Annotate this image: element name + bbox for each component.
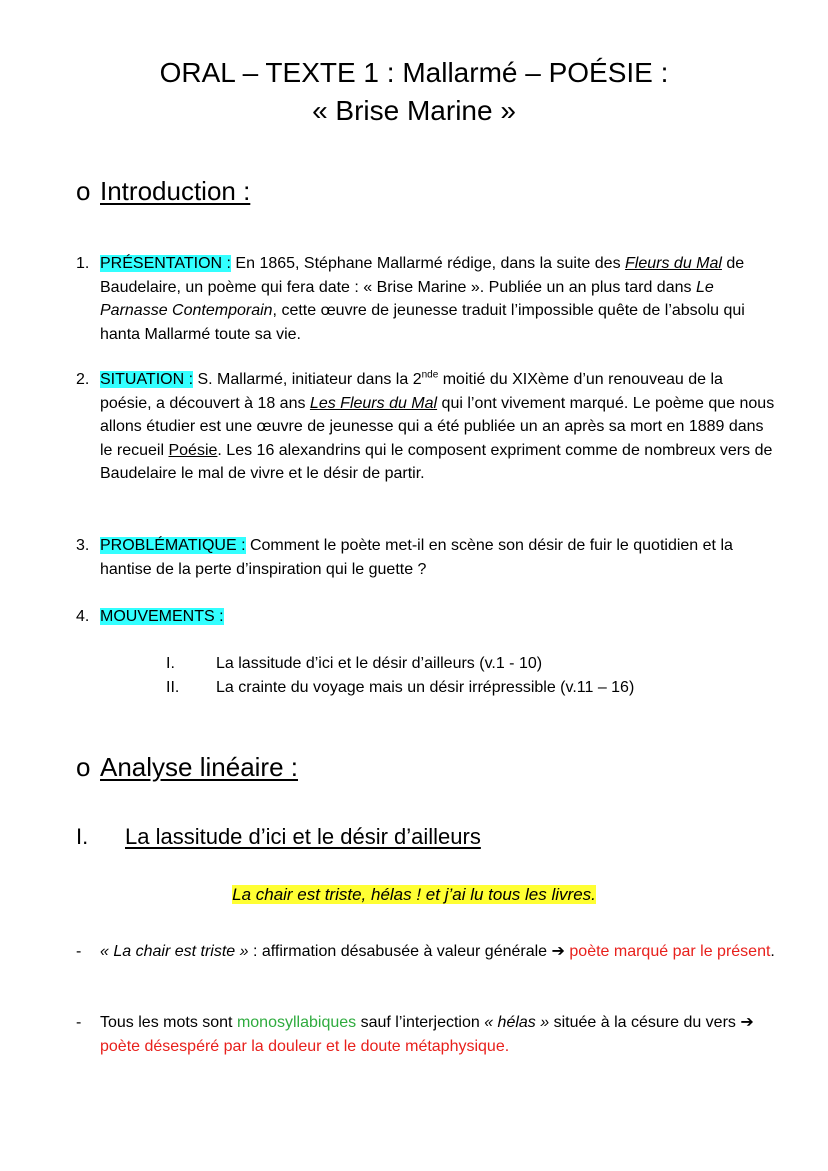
intro-item-problematique	[76, 534, 776, 581]
analysis-point	[76, 1011, 776, 1058]
arrow-icon: ➔	[740, 1014, 754, 1031]
part-number: I.	[76, 824, 89, 849]
point-text: située à la césure du vers	[549, 1014, 741, 1031]
point-text: .	[770, 943, 775, 960]
item-text: Comment le poète met-il en scène son désir de fuir le quotidien et la hantise de la perte d’inspiration qui le guette ?	[100, 537, 733, 578]
item-number: 2.	[76, 371, 90, 388]
movement-number: II.	[166, 679, 180, 696]
item-label: PROBLÉMATIQUE :	[100, 537, 246, 554]
interpretation-text: poète marqué par le présent	[569, 943, 771, 960]
book-title: Le Parnasse Contemporain	[100, 278, 714, 319]
part-heading	[76, 822, 481, 852]
point-text: : affirmation désabusée à valeur générale	[248, 943, 552, 960]
quote-text: La chair est triste, hélas ! et j’ai lu tous les livres.	[232, 885, 596, 904]
superscript: nde	[421, 369, 439, 381]
analysis-heading	[76, 750, 298, 784]
item-text: moitié du XIXème d’un renouveau de la poésie, a découvert à 18 ans	[100, 371, 723, 412]
movement-item	[166, 676, 766, 699]
verse-quote	[0, 883, 828, 907]
item-text: , cette œuvre de jeunesse traduit l’impossible quête de l’absolu qui hanta Mallarmé toute sa vie.	[100, 302, 745, 343]
movement-text: La crainte du voyage mais un désir irrépressible (v.11 – 16)	[216, 679, 635, 696]
part-title: La lassitude d’ici et le désir d’ailleurs	[125, 824, 481, 849]
arrow-icon: ➔	[551, 943, 565, 960]
item-text: S. Mallarmé, initiateur dans la 2	[193, 371, 422, 388]
item-label: MOUVEMENTS :	[100, 608, 224, 625]
movement-text: La lassitude d’ici et le désir d’ailleurs (v.1 - 10)	[216, 655, 543, 672]
document-title-line-1: ORAL – TEXTE 1 : Mallarmé – POÉSIE :	[159, 57, 669, 88]
item-number: 1.	[76, 255, 90, 272]
citation: « hélas »	[484, 1014, 550, 1031]
keyword: monosyllabiques	[236, 1014, 357, 1031]
document-title-line-2: « Brise Marine »	[312, 95, 516, 126]
book-title: Poésie	[168, 441, 218, 459]
point-text: Tous les mots sont	[100, 1014, 237, 1031]
introduction-heading-text: Introduction :	[100, 176, 251, 206]
movement-item	[166, 652, 766, 675]
item-text: En 1865, Stéphane Mallarmé rédige, dans la suite des	[230, 255, 626, 272]
intro-item-situation	[76, 368, 776, 486]
item-text: de Baudelaire, un poème qui fera date : « Brise Marine ». Publiée un an plus tard dans	[100, 255, 745, 296]
interpretation-text: poète désespéré par la douleur et le doute métaphysique.	[100, 1037, 510, 1055]
circle-bullet-icon: o	[76, 752, 91, 782]
book-title: Les Fleurs du Mal	[309, 394, 438, 412]
citation: « La chair est triste »	[100, 943, 249, 960]
item-label: PRÉSENTATION :	[100, 255, 231, 272]
introduction-heading	[76, 174, 250, 208]
item-number: 3.	[76, 537, 90, 554]
circle-bullet-icon: o	[76, 176, 91, 206]
dash-bullet: -	[76, 1014, 82, 1031]
point-text: sauf l’interjection	[356, 1014, 485, 1031]
analysis-heading-text: Analyse linéaire :	[100, 752, 298, 782]
intro-item-presentation	[76, 252, 776, 346]
book-title: Fleurs du Mal	[625, 255, 722, 272]
dash-bullet: -	[76, 943, 82, 960]
item-text: . Les 16 alexandrins qui le composent expriment comme de nombreux vers de Baudelaire le mal de vivre et le désir de partir.	[100, 441, 773, 482]
item-number: 4.	[76, 608, 90, 625]
item-label: SITUATION :	[100, 371, 194, 388]
movement-number: I.	[166, 655, 175, 672]
analysis-point	[76, 940, 776, 964]
item-text: qui l’ont vivement marqué. Le poème que nous allons étudier est une œuvre de jeunesse qui a été publiée un an après sa mort en 1889 dans le recueil	[100, 394, 775, 459]
intro-item-mouvements	[76, 605, 776, 629]
